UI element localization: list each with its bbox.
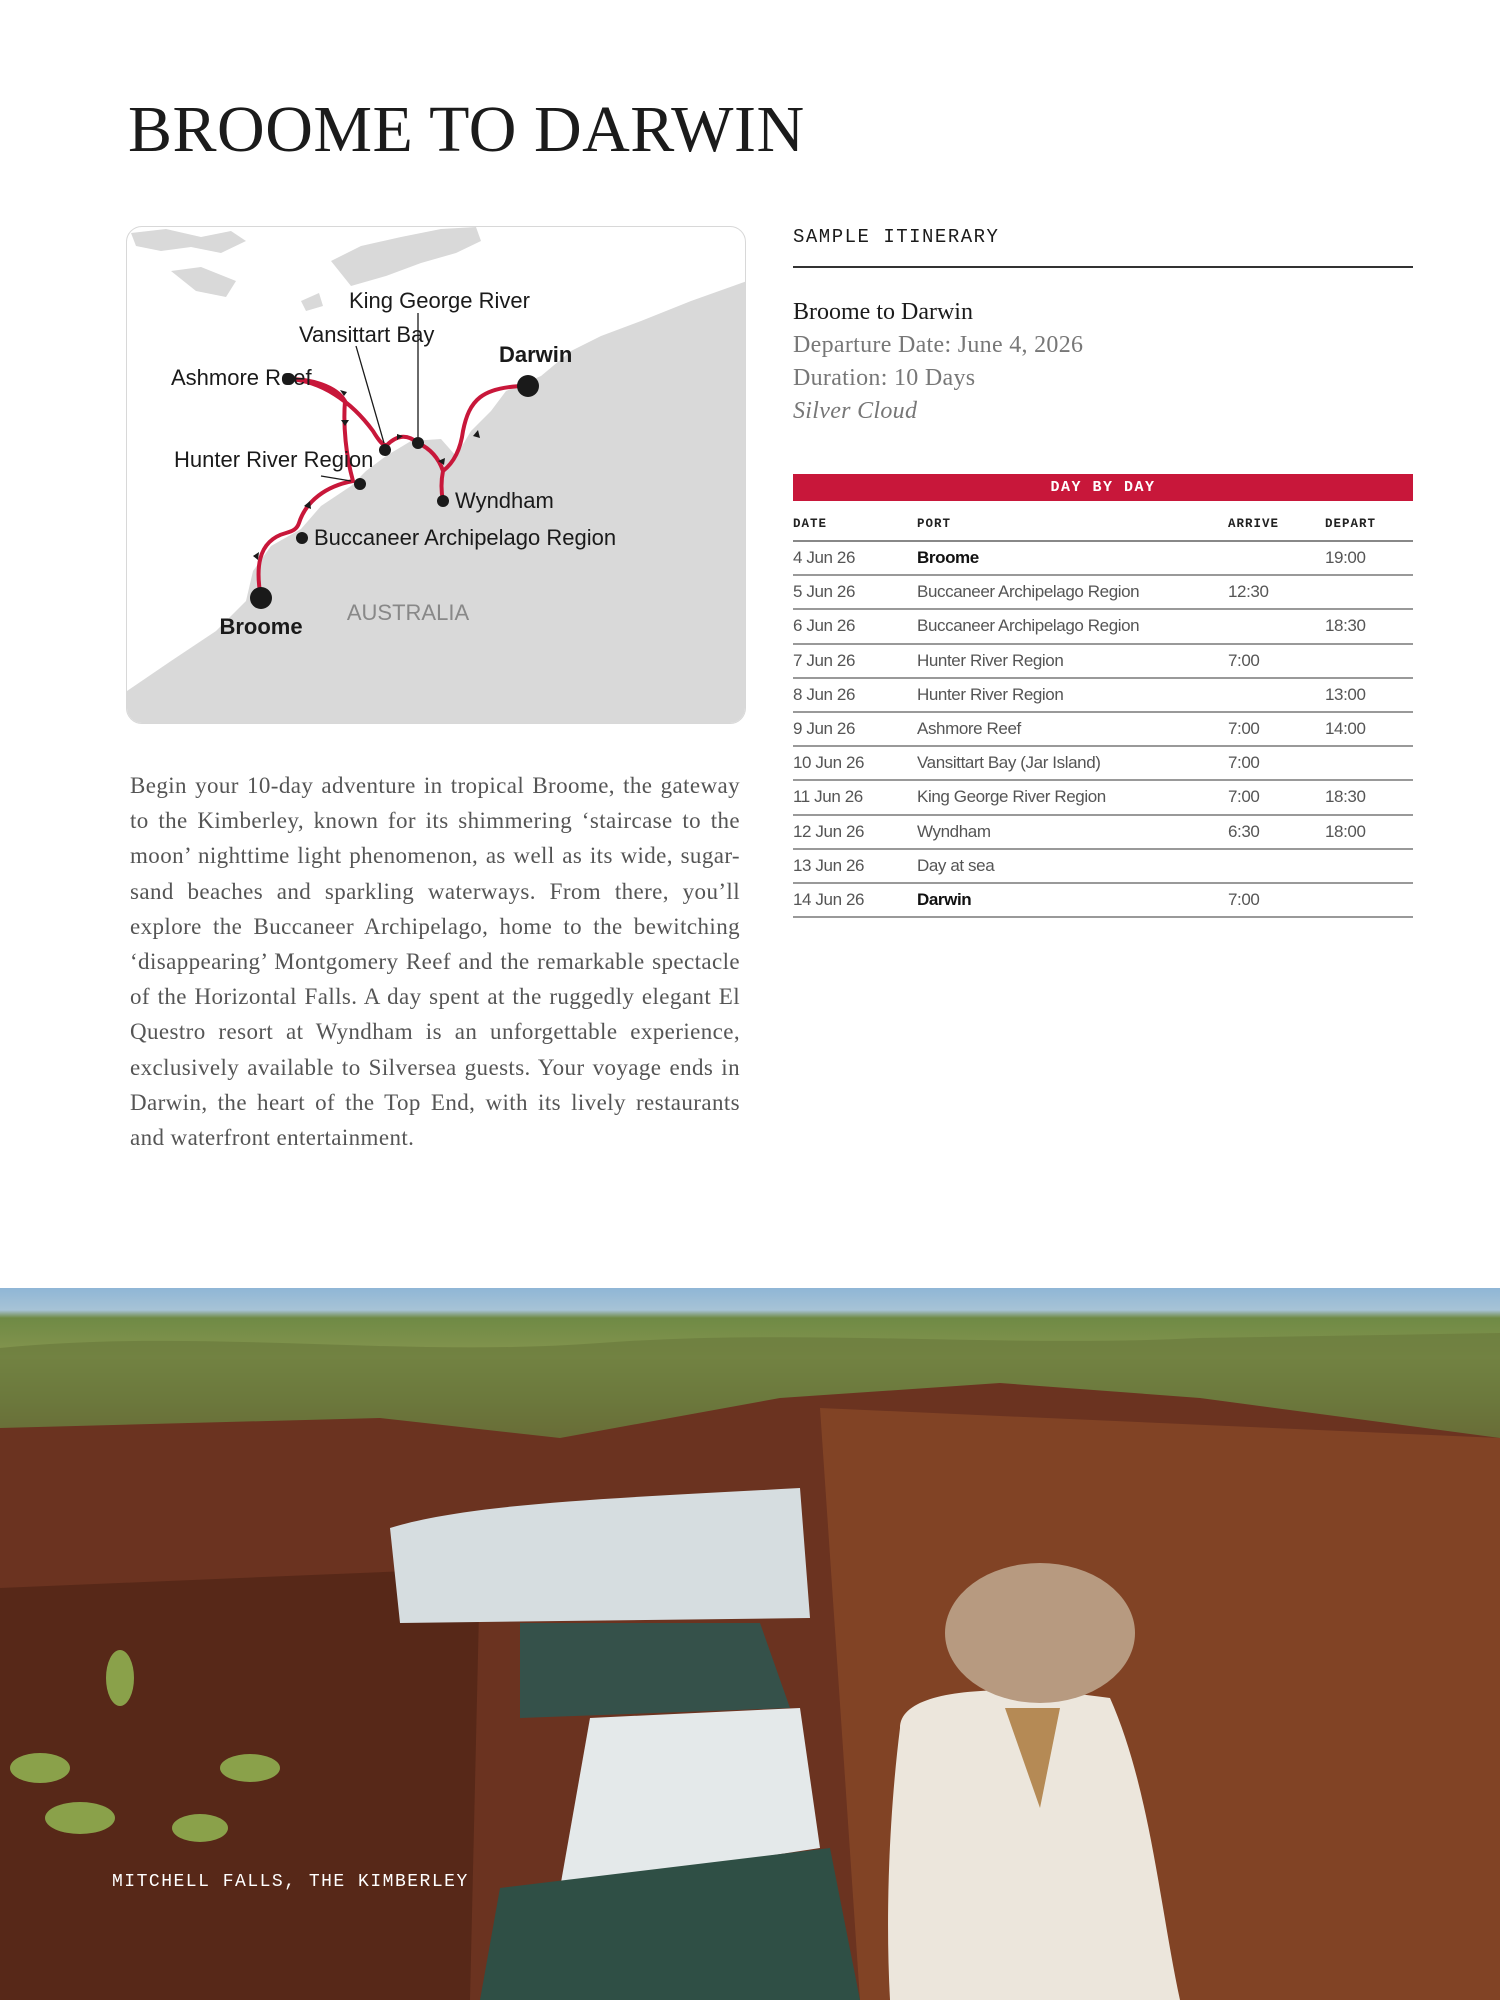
table-row — [793, 575, 1413, 609]
cell-date: 9 Jun 26 — [793, 712, 917, 746]
map-label-darwin: Darwin — [499, 342, 573, 367]
cell-arrive: 7:00 — [1228, 746, 1325, 780]
cell-date: 11 Jun 26 — [793, 780, 917, 814]
itinerary-label: SAMPLE ITINERARY — [793, 226, 1413, 268]
cell-arrive: 12:30 — [1228, 575, 1325, 609]
table-row — [793, 712, 1413, 746]
hat — [945, 1563, 1135, 1703]
cell-port: Day at sea — [917, 849, 1228, 883]
day-by-day-header: DAY BY DAY — [793, 474, 1413, 501]
cell-date: 4 Jun 26 — [793, 541, 917, 575]
photo-caption: MITCHELL FALLS, THE KIMBERLEY — [112, 1872, 469, 1892]
cell-depart — [1325, 644, 1413, 678]
column-header-depart: DEPART — [1325, 507, 1413, 541]
day-by-day-table — [793, 474, 1413, 918]
table-row — [793, 541, 1413, 575]
cell-arrive: 7:00 — [1228, 712, 1325, 746]
cell-depart: 18:30 — [1325, 609, 1413, 643]
cell-arrive — [1228, 609, 1325, 643]
cell-depart — [1325, 883, 1413, 917]
map-label-wyndham: Wyndham — [455, 488, 554, 513]
stop-marker-hunter — [354, 478, 366, 490]
itinerary-heading: Broome to Darwin — [793, 299, 973, 325]
cell-port: Hunter River Region — [917, 678, 1228, 712]
cell-date: 5 Jun 26 — [793, 575, 917, 609]
map-label-vansittart: Vansittart Bay — [299, 322, 435, 347]
cell-port: Buccaneer Archipelago Region — [917, 609, 1228, 643]
table-row — [793, 678, 1413, 712]
stop-marker-wyndham — [437, 495, 449, 507]
table-row — [793, 746, 1413, 780]
cell-arrive — [1228, 849, 1325, 883]
stop-marker-darwin — [517, 375, 539, 397]
column-header-date: DATE — [793, 507, 917, 541]
mitchell-falls-image — [0, 1288, 1500, 2000]
stop-marker-vansittart — [379, 444, 391, 456]
cell-date: 12 Jun 26 — [793, 815, 917, 849]
cell-depart — [1325, 746, 1413, 780]
column-header-arrive: ARRIVE — [1228, 507, 1325, 541]
cell-date: 13 Jun 26 — [793, 849, 917, 883]
cell-date: 7 Jun 26 — [793, 644, 917, 678]
cell-arrive — [1228, 678, 1325, 712]
cell-date: 10 Jun 26 — [793, 746, 917, 780]
ship-name: Silver Cloud — [793, 398, 918, 424]
itinerary-summary — [793, 226, 1413, 428]
map-label-buccaneer: Buccaneer Archipelago Region — [314, 525, 617, 550]
stop-marker-buccaneer — [296, 532, 308, 544]
cell-port: Buccaneer Archipelago Region — [917, 575, 1228, 609]
cell-depart — [1325, 849, 1413, 883]
cell-port: Hunter River Region — [917, 644, 1228, 678]
column-header-port: PORT — [917, 507, 1228, 541]
stop-marker-king-george — [412, 437, 424, 449]
route-map-svg — [127, 227, 746, 724]
cell-port: King George River Region — [917, 780, 1228, 814]
table-row — [793, 883, 1413, 917]
table-row — [793, 780, 1413, 814]
cell-depart: 13:00 — [1325, 678, 1413, 712]
cell-date: 14 Jun 26 — [793, 883, 917, 917]
cell-depart: 19:00 — [1325, 541, 1413, 575]
cell-port: Vansittart Bay (Jar Island) — [917, 746, 1228, 780]
cell-arrive: 7:00 — [1228, 780, 1325, 814]
cell-date: 6 Jun 26 — [793, 609, 917, 643]
cell-arrive: 7:00 — [1228, 883, 1325, 917]
cell-depart: 18:30 — [1325, 780, 1413, 814]
duration: Duration: 10 Days — [793, 365, 976, 391]
cell-port: Ashmore Reef — [917, 712, 1228, 746]
table-row — [793, 849, 1413, 883]
cell-port: Wyndham — [917, 815, 1228, 849]
map-label-broome: Broome — [219, 614, 303, 639]
cell-arrive: 7:00 — [1228, 644, 1325, 678]
route-map — [126, 226, 746, 724]
table-row — [793, 815, 1413, 849]
cell-date: 8 Jun 26 — [793, 678, 917, 712]
cell-arrive: 6:30 — [1228, 815, 1325, 849]
cell-port: Darwin — [917, 883, 1228, 917]
cell-depart — [1325, 575, 1413, 609]
cell-depart: 14:00 — [1325, 712, 1413, 746]
map-label-region: AUSTRALIA — [346, 600, 470, 625]
cell-depart: 18:00 — [1325, 815, 1413, 849]
table-row — [793, 609, 1413, 643]
cell-port: Broome — [917, 541, 1228, 575]
hero-photo — [0, 1288, 1500, 2000]
table-row — [793, 644, 1413, 678]
stop-marker-broome — [250, 587, 272, 609]
cell-arrive — [1228, 541, 1325, 575]
map-label-king-george: King George River — [349, 288, 530, 313]
trip-description: Begin your 10-day adventure in tropical Broome, the gateway to the Kimberley, known for its shimmering ‘staircase to the moon’ nighttime light phenomenon, as well as its wide, sugar-sand beaches and sparkling waterways. From there, you’ll explore the Buccaneer Archipelago, home to the bewitching ‘disappearing’ Montgomery Reef and the remarkable spectacle of the Horizontal Falls. A day spent at the ruggedly elegant El Questro resort at Wyndham is an unforgettable experience, exclusively available to Silversea guests. Your voyage ends in Darwin, the heart of the Top End, with its lively restaurants and waterfront entertainment. — [130, 773, 740, 1151]
page-title: BROOME TO DARWIN — [128, 93, 805, 166]
map-label-ashmore: Ashmore Reef — [171, 365, 312, 390]
map-label-hunter: Hunter River Region — [174, 447, 374, 472]
departure-date: Departure Date: June 4, 2026 — [793, 332, 1084, 358]
